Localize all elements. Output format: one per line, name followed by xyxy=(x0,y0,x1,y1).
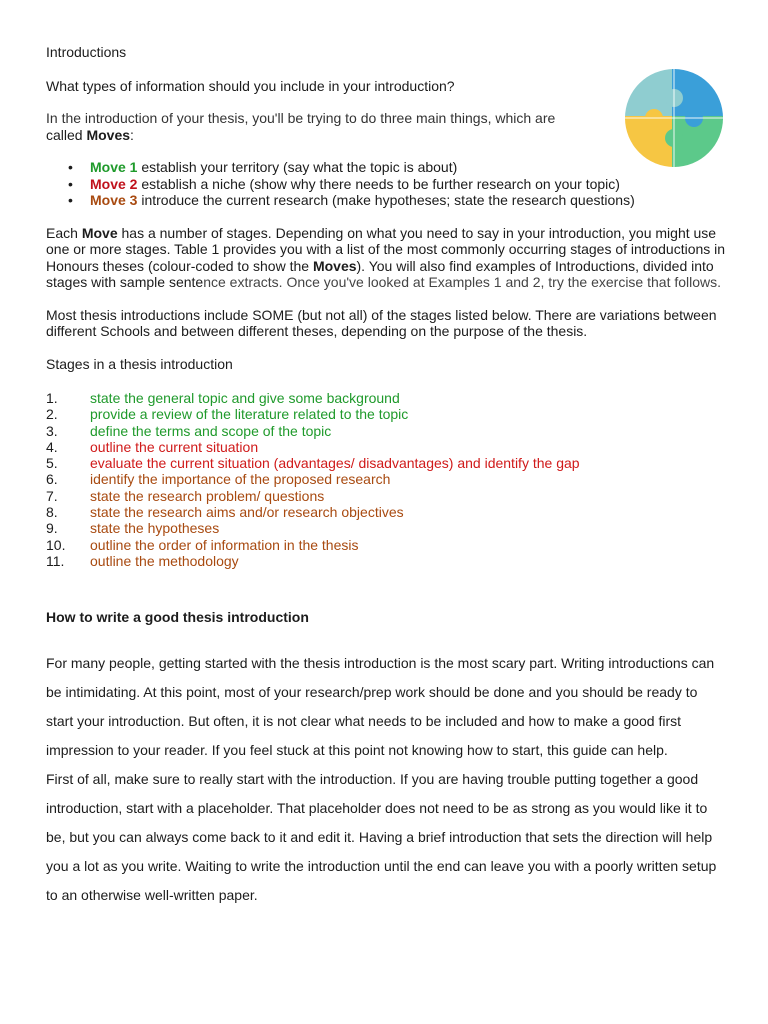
stage-item xyxy=(46,455,726,471)
each-move-paragraph xyxy=(46,225,726,291)
most-thesis-paragraph: Most thesis introductions include SOME (but not all) of the stages listed below. There are variations between different Schools and between different theses, depending on the purpose of the thesis. xyxy=(46,306,717,339)
move-label: Move 3 xyxy=(90,192,138,208)
stage-number: 5. xyxy=(46,455,58,472)
stage-text: outline the current situation xyxy=(90,438,259,455)
intro-line: In the introduction of your thesis, you'll be trying to do three main things, which are xyxy=(46,110,556,126)
stages-heading: Stages in a thesis introduction xyxy=(46,355,233,372)
stage-text: state the research aims and/or research objectives xyxy=(90,504,404,521)
stage-item xyxy=(46,537,726,553)
stage-number: 8. xyxy=(46,504,58,521)
stage-text: outline the order of information in the thesis xyxy=(90,536,359,553)
each-move-bold: Move xyxy=(81,224,118,241)
stage-number: 9. xyxy=(46,520,58,537)
move-item xyxy=(90,176,726,193)
stage-text: evaluate the current situation (advantages/ disadvantages) and identify the gap xyxy=(90,455,580,472)
stage-item xyxy=(46,390,726,406)
stage-text: provide a review of the literature related to the topic xyxy=(90,406,409,423)
each-move-mid: has a number of stages. Depending on what you need to say in your introduction, you might use one or more stages. Table 1 provides you with a list of the most commonly occurring stages of introductions in Honours theses (colour-coded to show the xyxy=(46,224,726,274)
stage-number: 2. xyxy=(46,406,58,423)
stage-number: 6. xyxy=(46,471,58,488)
intro-called: called xyxy=(46,126,87,143)
stage-item xyxy=(46,406,726,422)
stage-number: 11. xyxy=(46,552,65,569)
puzzle-icon xyxy=(624,68,724,168)
stage-text: state the hypotheses xyxy=(90,520,220,537)
each-moves-bold: Moves xyxy=(312,257,357,274)
stage-text: state the general topic and give some background xyxy=(90,390,400,406)
body-text xyxy=(46,649,726,910)
stage-number: 3. xyxy=(46,422,58,439)
stage-number: 7. xyxy=(46,487,58,504)
stage-number: 1. xyxy=(46,390,58,406)
intro-colon: : xyxy=(130,126,134,143)
stage-text: define the terms and scope of the topic xyxy=(90,422,332,439)
intro-paragraph xyxy=(46,110,566,143)
stage-item xyxy=(46,471,726,487)
intro-moves-bold: Moves xyxy=(86,126,131,143)
body-paragraph: First of all, make sure to really start with the introduction. If you are having trouble putting together a good introduction, start with a placeholder. That placeholder does not need to be as strong as you would like it to be, but you can always come back to it and edit it. Having a brief introduction that sets the direction will help you a lot as you write. Waiting to write the introduction until the end can leave you with a poorly written setup to an otherwise well-written paper. xyxy=(46,771,717,904)
stage-item xyxy=(46,488,726,504)
stage-item xyxy=(46,423,726,439)
stage-number: 10. xyxy=(46,536,66,553)
stage-text: outline the methodology xyxy=(90,552,239,569)
stage-number: 4. xyxy=(46,438,58,455)
each-move-post: ). You will also find examples of Introductions, divided into stages with sample sente xyxy=(46,257,714,290)
how-to-heading: How to write a good thesis introduction xyxy=(46,609,309,626)
move-label: Move 1 xyxy=(90,159,138,175)
stage-item xyxy=(46,553,726,569)
stage-item xyxy=(46,504,726,520)
move-text: introduce the current research (make hypotheses; state the research questions) xyxy=(137,192,635,208)
question-text: What types of information should you include in your introduction? xyxy=(46,77,455,94)
move-label: Move 2 xyxy=(90,175,138,192)
move-item xyxy=(90,192,726,209)
body-paragraph: For many people, getting started with the thesis introduction is the most scary part. Writing introductions can be intimidating. At this point, most of your research/prep work should be done and you should be ready to start your introduction. But often, it is not clear what needs to be included and how to make a good first impression to your reader. If you feel stuck at this point not knowing how to start, this guide can help. xyxy=(46,655,715,759)
each-move-pre: Each xyxy=(46,224,82,241)
page-title: Introductions xyxy=(46,44,127,60)
stage-item xyxy=(46,520,726,536)
each-move-tail: nce extracts. Once you've looked at Examples 1 and 2, try the exercise that follows. xyxy=(203,274,722,290)
document-page xyxy=(46,44,726,910)
move-text: establish your territory (say what the topic is about) xyxy=(137,159,458,175)
move-text: establish a niche (show why there needs to be further research on your topic) xyxy=(137,175,620,192)
stage-text: state the research problem/ questions xyxy=(90,487,325,504)
stage-item xyxy=(46,439,726,455)
stage-text: identify the importance of the proposed research xyxy=(90,471,391,488)
stages-list xyxy=(46,390,726,569)
